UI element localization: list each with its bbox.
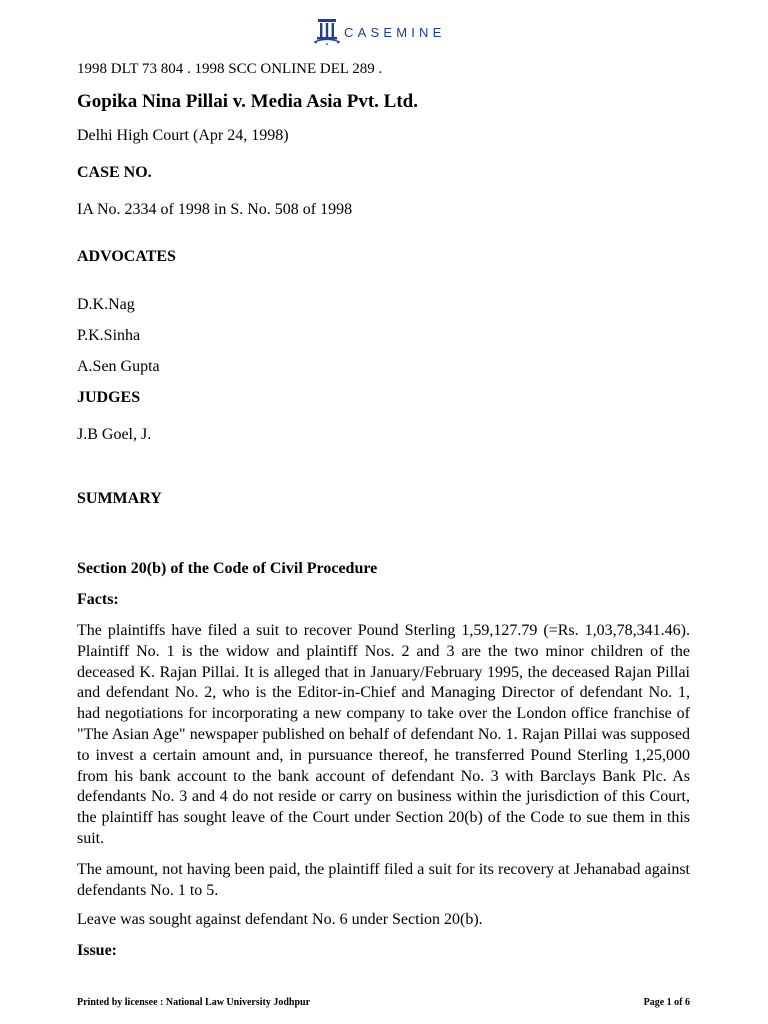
casemine-logo[interactable]: [312, 16, 446, 46]
page-header: [0, 14, 768, 48]
page-number: Page 1 of 6: [643, 997, 690, 1008]
advocates-heading: ADVOCATES: [77, 248, 176, 265]
summary-heading: SUMMARY: [77, 490, 162, 507]
issue-heading: Issue:: [77, 942, 118, 960]
case-no-heading: CASE NO.: [77, 164, 152, 181]
facts-paragraph: Leave was sought against defendant No. 6 under Section 20(b).: [77, 911, 483, 929]
printed-by-notice: Printed by licensee : National Law University Jodhpur: [77, 997, 311, 1008]
page-footer: [77, 997, 690, 1013]
facts-heading: Facts:: [77, 591, 119, 608]
section-heading: Section 20(b) of the Code of Civil Procedure: [77, 560, 378, 577]
advocate-item: A.Sen Gupta: [77, 358, 160, 375]
court-and-date: Delhi High Court (Apr 24, 1998): [77, 127, 289, 144]
courthouse-pillars-icon: [312, 16, 342, 46]
advocate-item: P.K.Sinha: [77, 327, 141, 344]
judge-name: J.B Goel, J.: [77, 426, 152, 443]
citation: 1998 DLT 73 804 . 1998 SCC ONLINE DEL 289 .: [77, 61, 383, 77]
facts-paragraph: The amount, not having been paid, the plaintiff filed a suit for its recovery at Jehanabad against defendants No. 1 to 5.: [77, 860, 690, 899]
case-title: Gopika Nina Pillai v. Media Asia Pvt. Ltd.: [77, 91, 418, 112]
facts-paragraph: The plaintiffs have filed a suit to recover Pound Sterling 1,59,127.79 (=Rs. 1,03,78,341.46). Plaintiff No. 1 is the widow and plaintiff Nos. 2 and 3 are the two minor children of the deceased K. Rajan Pillai. It is alleged that in January/February 1995, the deceased Rajan Pillai and defendant No. 2, who is the Editor-in-Chief and Managing Director of defendant No. 1, had negotiations for incorporating a new company to take over the London office franchise of "The Asian Age" newspaper published on behalf of defendant No. 1. Rajan Pillai was supposed to invest a certain amount and, in pursuance thereof, he transferred Pound Sterling 1,25,000 from his bank account to the bank account of defendant No. 3 with Barclays Bank Plc. As defendants No. 3 and 4 do not reside or carry on business within the jurisdiction of this Court, the plaintiff has sought leave of the Court under Section 20(b) of the Code to sue them in this suit.: [77, 622, 690, 847]
document-body: [77, 58, 690, 962]
case-number: IA No. 2334 of 1998 in S. No. 508 of 1998: [77, 201, 353, 218]
brand-name: CASEMINE: [344, 24, 446, 40]
advocate-item: D.K.Nag: [77, 296, 135, 313]
judges-heading: JUDGES: [77, 389, 141, 406]
